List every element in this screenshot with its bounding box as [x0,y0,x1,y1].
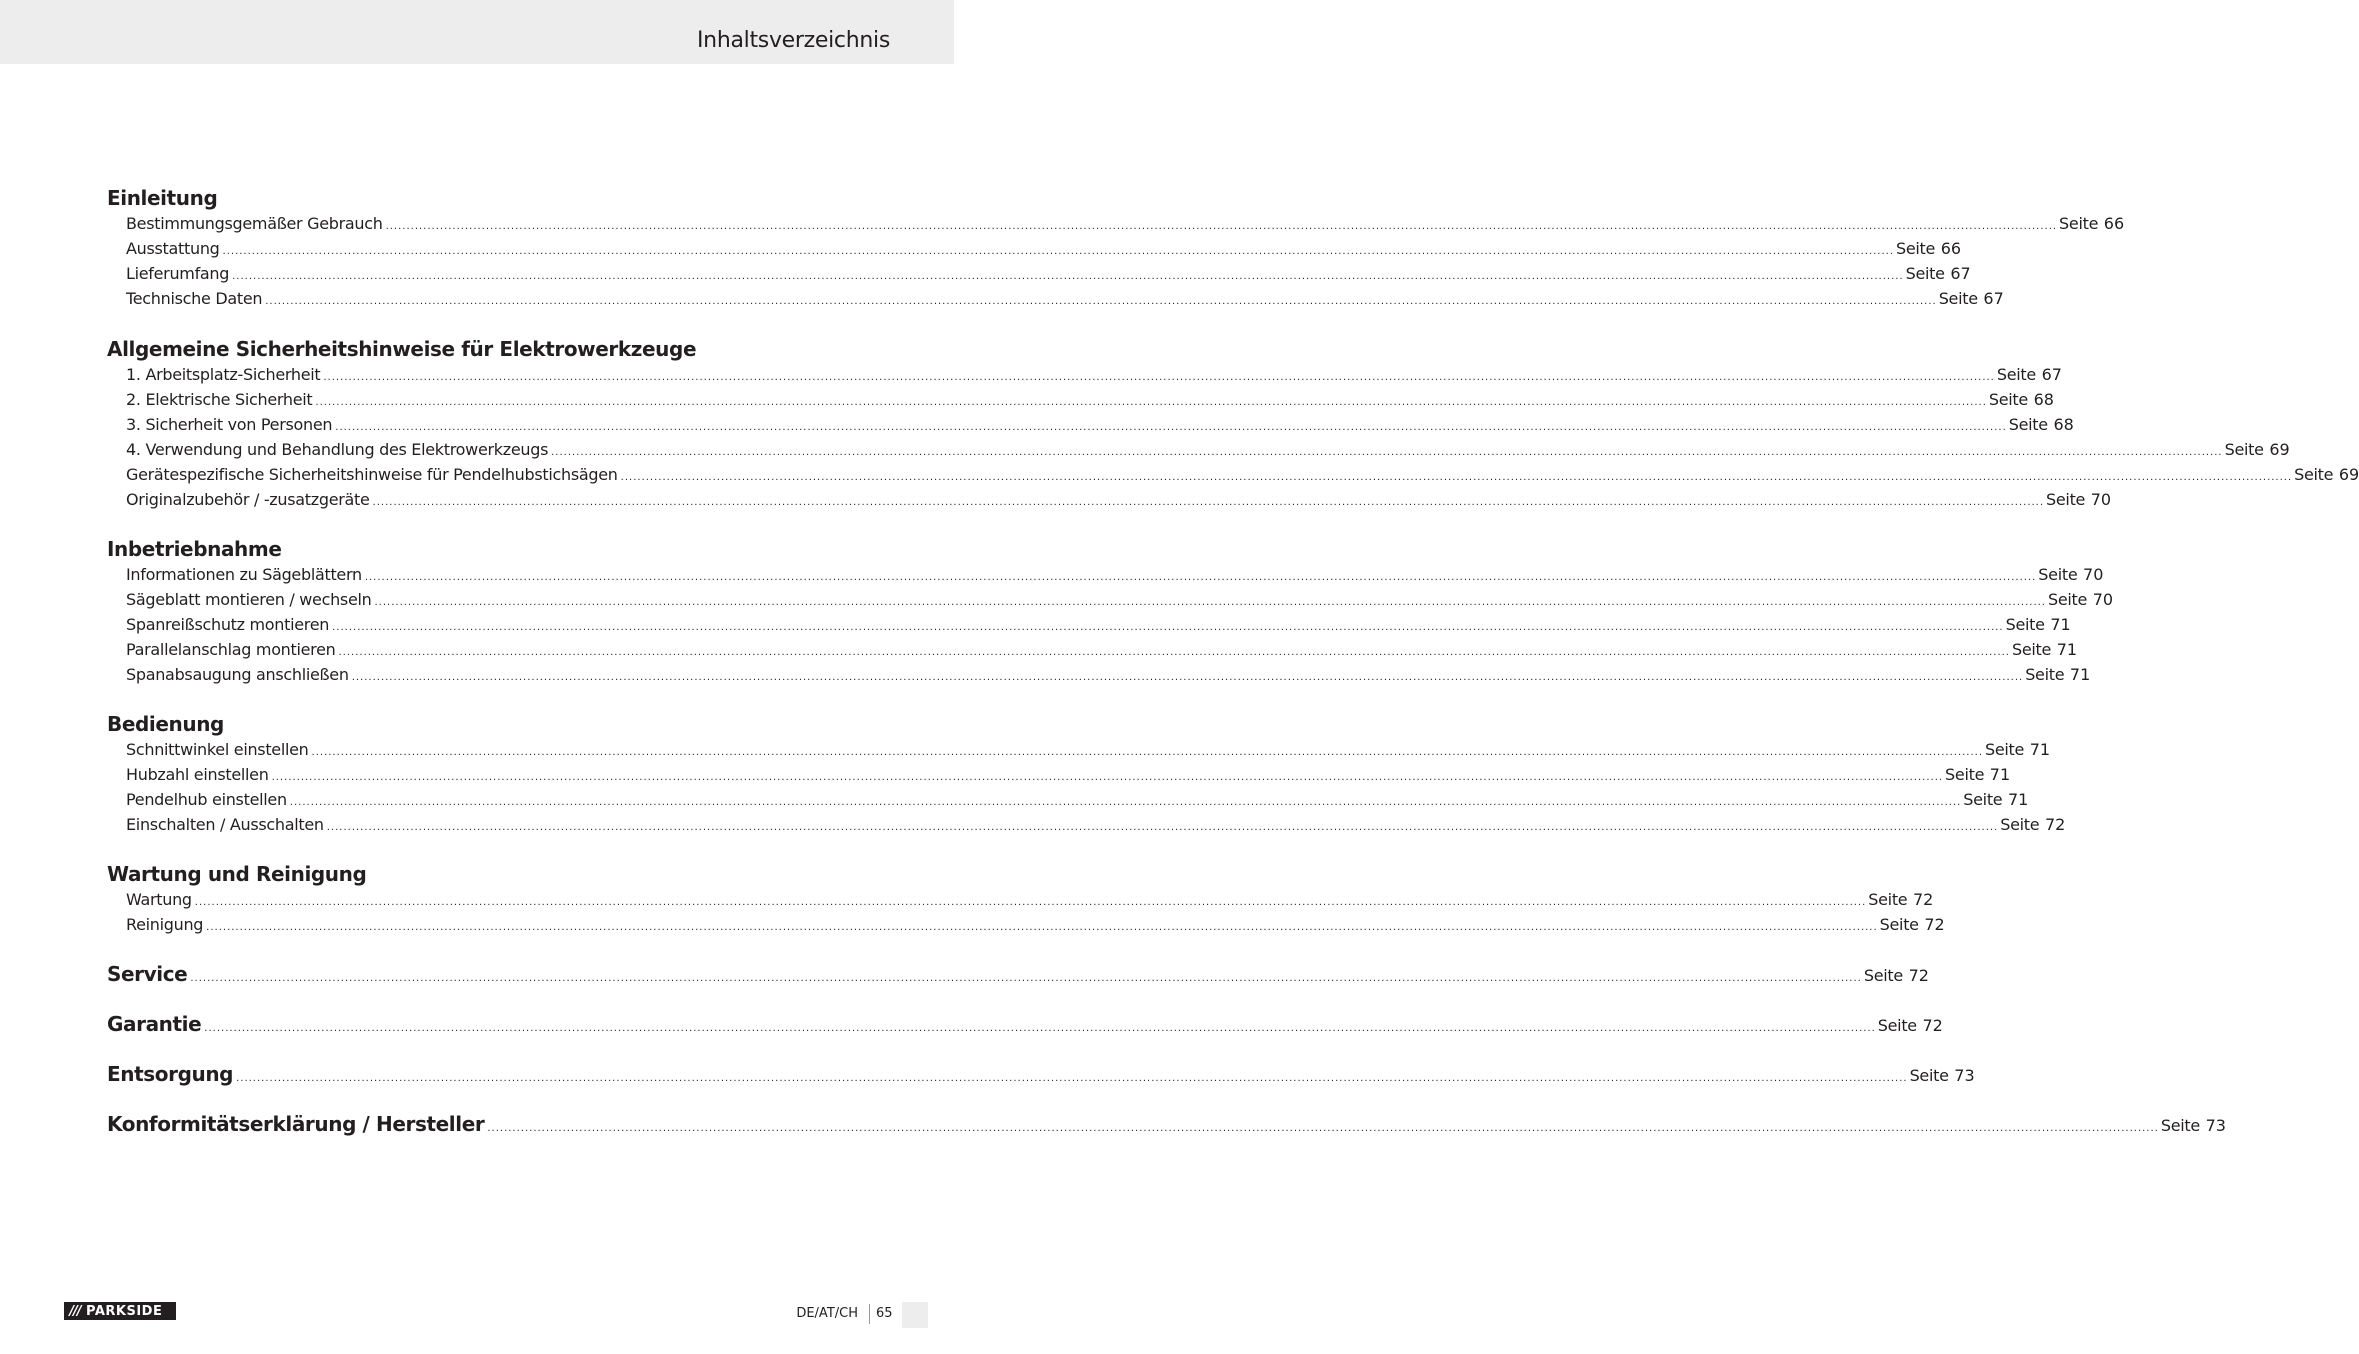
toc-entry-text: Entsorgung [107,1062,234,1086]
toc-page-number: 71 [2029,740,2051,759]
toc-leader-dots: ................................................................................................................................................................................................................................................................................................................................................................................................................ [374,597,2046,608]
toc-entry-text: Service [107,962,188,986]
page-title: Inhaltsverzeichnis [696,28,890,53]
toc-page-number: 72 [1908,966,1929,985]
toc-page-number: 68 [2033,390,2054,409]
toc-leader-dots: ................................................................................................................................................................................................................................................................................................................................................................................................................ [487,1123,2159,1134]
toc-leader-dots: ................................................................................................................................................................................................................................................................................................................................................................................................................ [372,497,2045,508]
toc-leader-dots: ................................................................................................................................................................................................................................................................................................................................................................................................................ [236,1073,1908,1084]
toc-seite-label: Seite [1945,765,1985,784]
toc-leader-dots: ................................................................................................................................................................................................................................................................................................................................................................................................................ [222,246,1895,257]
toc-entry-text: Garantie [107,1012,202,1036]
toc-entry-text: Technische Daten [126,289,263,308]
toc-entry [126,264,1971,284]
toc-leader-dots: ................................................................................................................................................................................................................................................................................................................................................................................................................ [620,472,2293,483]
toc-page-number: 69 [2338,465,2359,484]
toc-leader-dots: ................................................................................................................................................................................................................................................................................................................................................................................................................ [332,622,2004,633]
toc-entry [126,815,2066,835]
toc-entry-text: Informationen zu Sägeblättern [126,565,362,584]
toc-page-number: 70 [2092,590,2114,609]
toc-entry [126,490,2112,510]
toc-leader-dots: ................................................................................................................................................................................................................................................................................................................................................................................................................ [190,973,1862,984]
toc-entry-text: Wartung [126,890,192,909]
toc-leader-dots: ................................................................................................................................................................................................................................................................................................................................................................................................................ [194,897,1867,908]
toc-page-number: 66 [2103,214,2125,233]
toc-page-number: 68 [2053,415,2074,434]
toc-entry [126,365,2062,385]
toc-seite-label: Seite [1985,740,2025,759]
toc-entry-text: 1. Arbeitsplatz-Sicherheit [126,365,321,384]
toc-entry [126,640,2078,660]
toc-entry [126,565,2104,585]
toc-entry [126,765,2011,785]
toc-entry-text: Einschalten / Ausschalten [126,815,324,834]
toc-leader-dots: ................................................................................................................................................................................................................................................................................................................................................................................................................ [206,922,1878,933]
toc-entry [126,790,2029,810]
toc-section-heading: Einleitung [107,186,218,210]
toc-page-number: 72 [1913,890,1934,909]
toc-entry-text: 2. Elektrische Sicherheit [126,390,313,409]
toc-entry-text: Pendelhub einstellen [126,790,287,809]
toc-leader-dots: ................................................................................................................................................................................................................................................................................................................................................................................................................ [232,271,1904,282]
toc-leader-dots: ................................................................................................................................................................................................................................................................................................................................................................................................................ [311,747,1984,758]
toc-leader-dots: ................................................................................................................................................................................................................................................................................................................................................................................................................ [271,772,1944,783]
toc-entry-text: Spanreißschutz montieren [126,615,330,634]
toc-seite-label: Seite [2000,815,2040,834]
toc-entry-text: 4. Verwendung und Behandlung des Elektrowerkzeugs [126,440,549,459]
toc-leader-dots: ................................................................................................................................................................................................................................................................................................................................................................................................................ [289,797,1962,808]
toc-entry [126,615,2071,635]
toc-seite-label: Seite [2046,490,2086,509]
toc-seite-label: Seite [1996,365,2036,384]
toc-seite-label: Seite [2059,214,2099,233]
toc-page-number: 67 [2041,365,2062,384]
toc-page-number: 73 [2205,1116,2226,1135]
toc-entry [126,239,1962,259]
toc-leader-dots: ................................................................................................................................................................................................................................................................................................................................................................................................................ [265,296,1937,307]
toc-seite-label: Seite [2294,465,2334,484]
toc-entry-text: Gerätespezifische Sicherheitshinweise für Pendelhubstichsägen [126,465,618,484]
logo-brand-text: PARKSIDE [86,1303,163,1319]
toc-section-heading: Bedienung [107,712,224,736]
toc-seite-label: Seite [2008,415,2048,434]
toc-entry [126,740,2051,760]
toc-page-number: 71 [1989,765,2011,784]
toc-page-number: 70 [2090,490,2112,509]
toc-main-entry [107,962,1929,988]
toc-leader-dots: ................................................................................................................................................................................................................................................................................................................................................................................................................ [364,572,2037,583]
toc-seite-label: Seite [2038,565,2078,584]
toc-entry [126,665,2091,685]
toc-leader-dots: ................................................................................................................................................................................................................................................................................................................................................................................................................ [351,672,2024,683]
footer-region: DE/AT/CH [796,1306,858,1321]
toc-entry-text: Spanabsaugung anschließen [126,665,349,684]
toc-seite-label: Seite [1877,1016,1917,1035]
toc-main-entry [107,1062,1975,1088]
toc-seite-label: Seite [2160,1116,2200,1135]
footer-tab-box [902,1302,928,1328]
toc-seite-label: Seite [2224,440,2264,459]
toc-seite-label: Seite [1963,790,2003,809]
parkside-logo [64,1302,176,1320]
toc-page-number: 71 [2056,640,2078,659]
logo-slashes: /// [69,1303,81,1319]
toc-page-number: 72 [1922,1016,1943,1035]
toc-seite-label: Seite [2005,615,2045,634]
toc-seite-label: Seite [1905,264,1945,283]
toc-section-heading: Wartung und Reinigung [107,862,367,886]
toc-seite-label: Seite [1879,915,1919,934]
toc-leader-dots: ................................................................................................................................................................................................................................................................................................................................................................................................................ [335,422,2007,433]
toc-seite-label: Seite [2047,590,2088,609]
toc-entry [126,915,1945,935]
toc-leader-dots: ................................................................................................................................................................................................................................................................................................................................................................................................................ [326,822,1999,833]
toc-entry [126,440,2290,460]
toc-leader-dots: ................................................................................................................................................................................................................................................................................................................................................................................................................ [204,1023,1876,1034]
toc-page-number: 69 [2269,440,2290,459]
footer-page-number: 65 [876,1306,893,1321]
toc-entry-text: Hubzahl einstellen [126,765,269,784]
toc-section-heading: Allgemeine Sicherheitshinweise für Elektrowerkzeuge [107,337,697,361]
toc-entry [126,390,2054,410]
toc-seite-label: Seite [1988,390,2028,409]
toc-entry-text: Bestimmungsgemäßer Gebrauch [126,214,383,233]
toc-entry-text: 3. Sicherheit von Personen [126,415,333,434]
toc-entry-text: Ausstattung [126,239,220,258]
toc-entry [126,214,2125,234]
toc-leader-dots: ................................................................................................................................................................................................................................................................................................................................................................................................................ [315,397,1987,408]
toc-leader-dots: ................................................................................................................................................................................................................................................................................................................................................................................................................ [385,221,2058,232]
toc-entry-text: Konformitätserklärung / Hersteller [107,1112,485,1136]
toc-main-entry [107,1112,2226,1138]
toc-entry-text: Sägeblatt montieren / wechseln [126,590,372,609]
toc-page-number: 71 [2008,790,2029,809]
toc-page-number: 66 [1940,239,1962,258]
toc-leader-dots: ................................................................................................................................................................................................................................................................................................................................................................................................................ [323,372,1995,383]
toc-seite-label: Seite [1896,239,1936,258]
toc-page-number: 70 [2083,565,2104,584]
toc-entry-text: Schnittwinkel einstellen [126,740,309,759]
toc-entry-text: Lieferumfang [126,264,230,283]
toc-entry [126,289,2004,309]
toc-page-number: 72 [1924,915,1945,934]
toc-seite-label: Seite [1863,966,1903,985]
toc-entry [126,465,2359,485]
toc-page-number: 71 [2069,665,2091,684]
footer-divider [869,1304,870,1324]
toc-seite-label: Seite [2025,665,2065,684]
toc-entry-text: Originalzubehör / -zusatzgeräte [126,490,370,509]
toc-entry-text: Reinigung [126,915,204,934]
toc-page-number: 72 [2044,815,2066,834]
toc-page-number: 67 [1983,289,2004,308]
toc-seite-label: Seite [1938,289,1978,308]
toc-entry-text: Parallelanschlag montieren [126,640,336,659]
toc-entry [126,590,2114,610]
toc-section-heading: Inbetriebnahme [107,537,282,561]
toc-leader-dots: ................................................................................................................................................................................................................................................................................................................................................................................................................ [338,647,2010,658]
toc-page-number: 67 [1950,264,1971,283]
toc-entry [126,415,2074,435]
toc-entry [126,890,1934,910]
toc-seite-label: Seite [1909,1066,1949,1085]
toc-page-number: 71 [2050,615,2071,634]
toc-page-number: 73 [1954,1066,1975,1085]
toc-seite-label: Seite [1868,890,1908,909]
toc-main-entry [107,1012,1943,1038]
toc-seite-label: Seite [2011,640,2052,659]
toc-leader-dots: ................................................................................................................................................................................................................................................................................................................................................................................................................ [551,447,2223,458]
